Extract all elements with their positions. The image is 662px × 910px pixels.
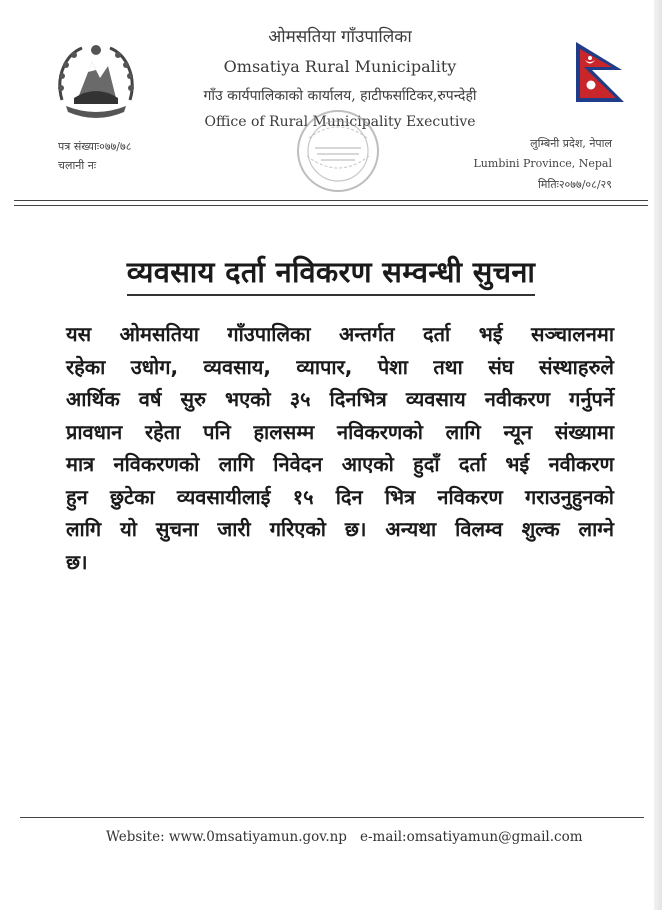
notice-date: मितिः२०७७/०८/२९ [538,178,612,191]
province-nepali: लुम्बिनी प्रदेश, नेपाल [530,137,612,150]
office-name-english: Office of Rural Municipality Executive [204,114,476,130]
notice-line: मात्र नविकरणको लागि निवेदन आएको हुदाँ दर्ता भई नवीकरण [66,452,614,476]
page-edge [654,0,662,910]
nepal-flag-icon [572,40,628,106]
office-address-nepali: गाँउ कार्यपालिकाको कार्यालय, हाटीफर्साटिकर,रुपन्देही [203,88,477,104]
letter-number: पत्र संख्याः०७७/७८ [58,140,132,153]
notice-line: हुन छुटेका व्यवसायीलाई १५ दिन भित्र नविकरण गराउनुहुनको [66,484,614,509]
office-stamp [295,108,381,194]
header-divider-bottom [14,205,648,206]
province-english: Lumbini Province, Nepal [473,157,612,170]
nepal-emblem-icon [52,40,140,120]
municipality-name-english: Omsatiya Rural Municipality [223,57,457,76]
notice-line: रहेका उधोग, व्यवसाय, व्यापार, पेशा तथा संघ संस्थाहरुले [66,354,614,379]
header-divider-top [14,200,648,201]
notice-line: यस ओमसतिया गाँउपालिका अन्तर्गत दर्ता भई सञ्चालनमा [66,322,614,346]
notice-title-wrap [0,252,662,296]
municipality-name-nepali: ओमसतिया गाँउपालिका [268,27,412,47]
footer-email: e-mail:omsatiyamun@gmail.com [360,829,583,845]
notice-title: व्यवसाय दर्ता नविकरण सम्वन्धी सुचना [127,252,536,296]
notice-line: प्रावधान रहेता पनि हालसम्म नविकरणको लागि न्यून संख्यामा [66,419,614,444]
dispatch-number: चलानी नः [58,159,97,172]
footer-divider [20,817,644,818]
notice-line: लागि यो सुचना जारी गरिएको छ। अन्यथा विलम्व शुल्क लाग्ने [66,517,614,541]
notice-line: आर्थिक वर्ष सुरु भएको ३५ दिनभित्र व्यवसाय नवीकरण गर्नुपर्ने [66,387,614,411]
notice-line: छ। [66,549,88,574]
notice-body [66,318,614,578]
footer-website: Website: www.0msatiyamun.gov.np [106,829,347,845]
